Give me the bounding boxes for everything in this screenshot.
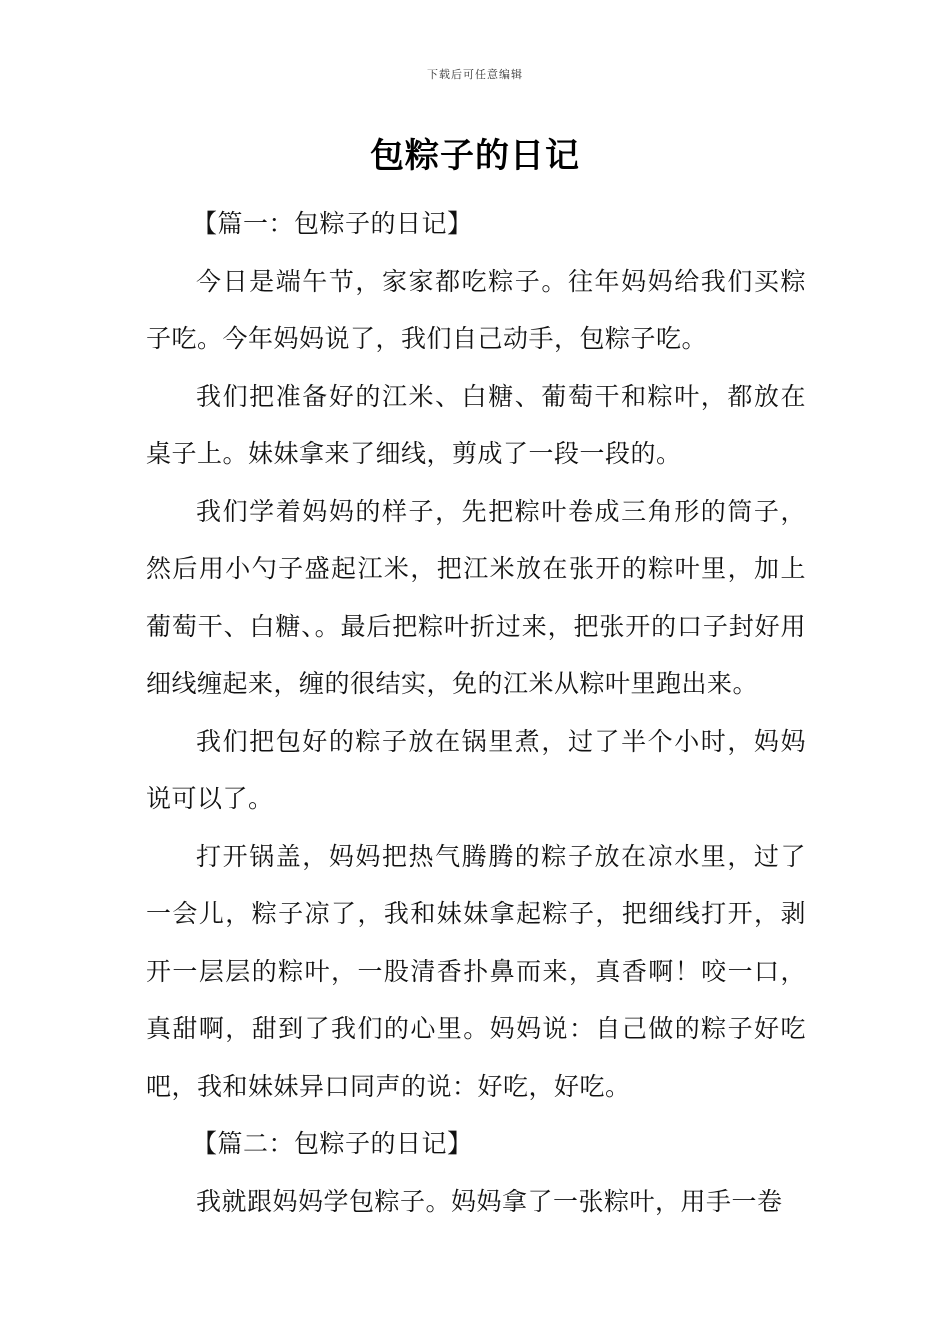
paragraph: 我们把包好的粽子放在锅里煮，过了半个小时，妈妈说可以了。 (146, 726, 806, 813)
header-note: 下载后可任意编辑 (427, 68, 523, 81)
section-1 (146, 195, 806, 1115)
document-body (146, 195, 806, 1230)
section-heading: 【篇二：包粽子的日记】 (192, 1129, 473, 1158)
paragraph: 我就跟妈妈学包粽子。妈妈拿了一张粽叶，用手一卷 (196, 1186, 783, 1216)
paragraph: 打开锅盖，妈妈把热气腾腾的粽子放在凉水里，过了一会儿，粽子凉了，我和妹妹拿起粽子，把细线打开，剥开一层层的粽叶，一股清香扑鼻而来，真香啊！咬一口，真甜啊，甜到了我们的心里。妈妈说：自己做的粽子好吃吧，我和妹妹异口同声的说：好吃，好吃。 (146, 841, 806, 1101)
section-2 (146, 1115, 806, 1230)
page-title: 包粽子的日记 (370, 136, 580, 176)
paragraph: 我们学着妈妈的样子，先把粽叶卷成三角形的筒子，然后用小勺子盛起江米，把江米放在张开的粽叶里，加上葡萄干、白糖、。最后把粽叶折过来，把张开的口子封好用细线缠起来，缠的很结实，免的江米从粽叶里跑出来。 (146, 496, 806, 698)
paragraph: 今日是端午节，家家都吃粽子。往年妈妈给我们买粽子吃。今年妈妈说了，我们自己动手，包粽子吃。 (146, 266, 806, 353)
section-heading: 【篇一：包粽子的日记】 (192, 209, 473, 238)
paragraph: 我们把准备好的江米、白糖、葡萄干和粽叶，都放在桌子上。妹妹拿来了细线，剪成了一段一段的。 (146, 381, 806, 468)
